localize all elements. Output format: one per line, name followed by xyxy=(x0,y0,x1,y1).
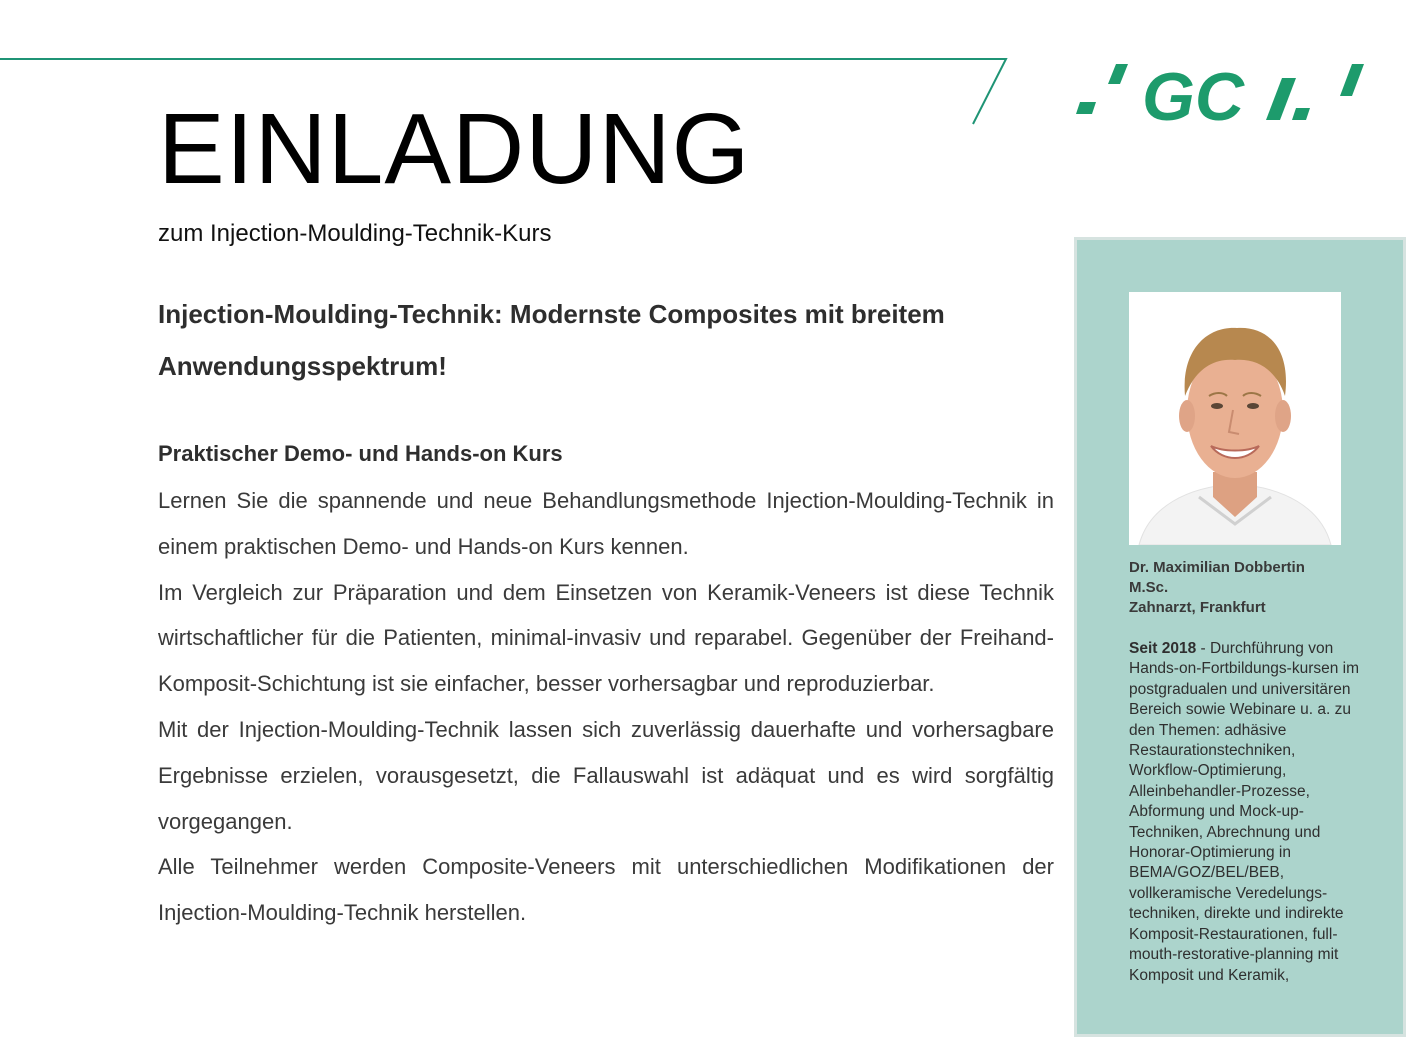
page-subtitle: zum Injection-Moulding-Technik-Kurs xyxy=(158,220,552,247)
speaker-photo xyxy=(1129,292,1341,545)
bio-since: Seit 2018 xyxy=(1129,640,1197,657)
logo-text: GC xyxy=(1142,59,1244,128)
section-title: Praktischer Demo- und Hands-on Kurs xyxy=(158,441,563,466)
bio-text: - Durchführung von Hands-on-Fortbildungs-kursen im postgradualen und universitären Bereich sowie Webinare u. a. zu den Themen: adhäsive Restaurationstechniken, Workflow-Optimierung, Alleinbehandler-Prozesse, Abformung und Mock-up-Techniken, Abrechnung und Honorar-Optimierung in BEMA/GOZ/BEL/BEB, vollkeramische Veredelungs-techniken, direkte und indirekte Komposit-Restaurationen, full-mouth-restorative-planning mit Komposit und Keramik, xyxy=(1129,640,1360,984)
page-title: EINLADUNG xyxy=(158,93,751,205)
speaker-info xyxy=(1129,558,1369,618)
speaker-bio xyxy=(1129,639,1361,986)
description-paragraph: Lernen Sie die spannende und neue Behandlungsmethode Injection-Moulding-Technik in einem praktischen Demo- und Hands-on Kurs kennen. xyxy=(158,488,1054,559)
description-paragraph: Mit der Injection-Moulding-Technik lassen sich zuverlässig dauerhafte und vorhersagbare Ergebnisse erzielen, vorausgesetzt, die Fallauswahl ist adäquat und es wird sorgfältig vorgegangen. xyxy=(158,716,1054,834)
speaker-name: Dr. Maximilian Dobbertin xyxy=(1129,559,1305,576)
speaker-degree: M.Sc. xyxy=(1129,579,1169,596)
description-paragraph: Im Vergleich zur Präparation und dem Einsetzen von Keramik-Veneers ist diese Technik wirtschaftlicher für die Patienten, minimal-invasiv und reparabel. Gegenüber der Freihand-Komposit-Schichtung ist sie einfacher, besser vorhersagbar und reproduzierbar. xyxy=(158,579,1054,697)
course-headline: Injection-Moulding-Technik: Modernste Composites mit breitem Anwendungsspektrum! xyxy=(158,299,945,381)
gc-logo xyxy=(1070,58,1370,128)
course-description xyxy=(158,478,1054,936)
description-paragraph: Alle Teilnehmer werden Composite-Veneers mit unterschiedlichen Modifikationen der Injection-Moulding-Technik herstellen. xyxy=(158,854,1054,926)
speaker-role: Zahnarzt, Frankfurt xyxy=(1129,599,1266,616)
